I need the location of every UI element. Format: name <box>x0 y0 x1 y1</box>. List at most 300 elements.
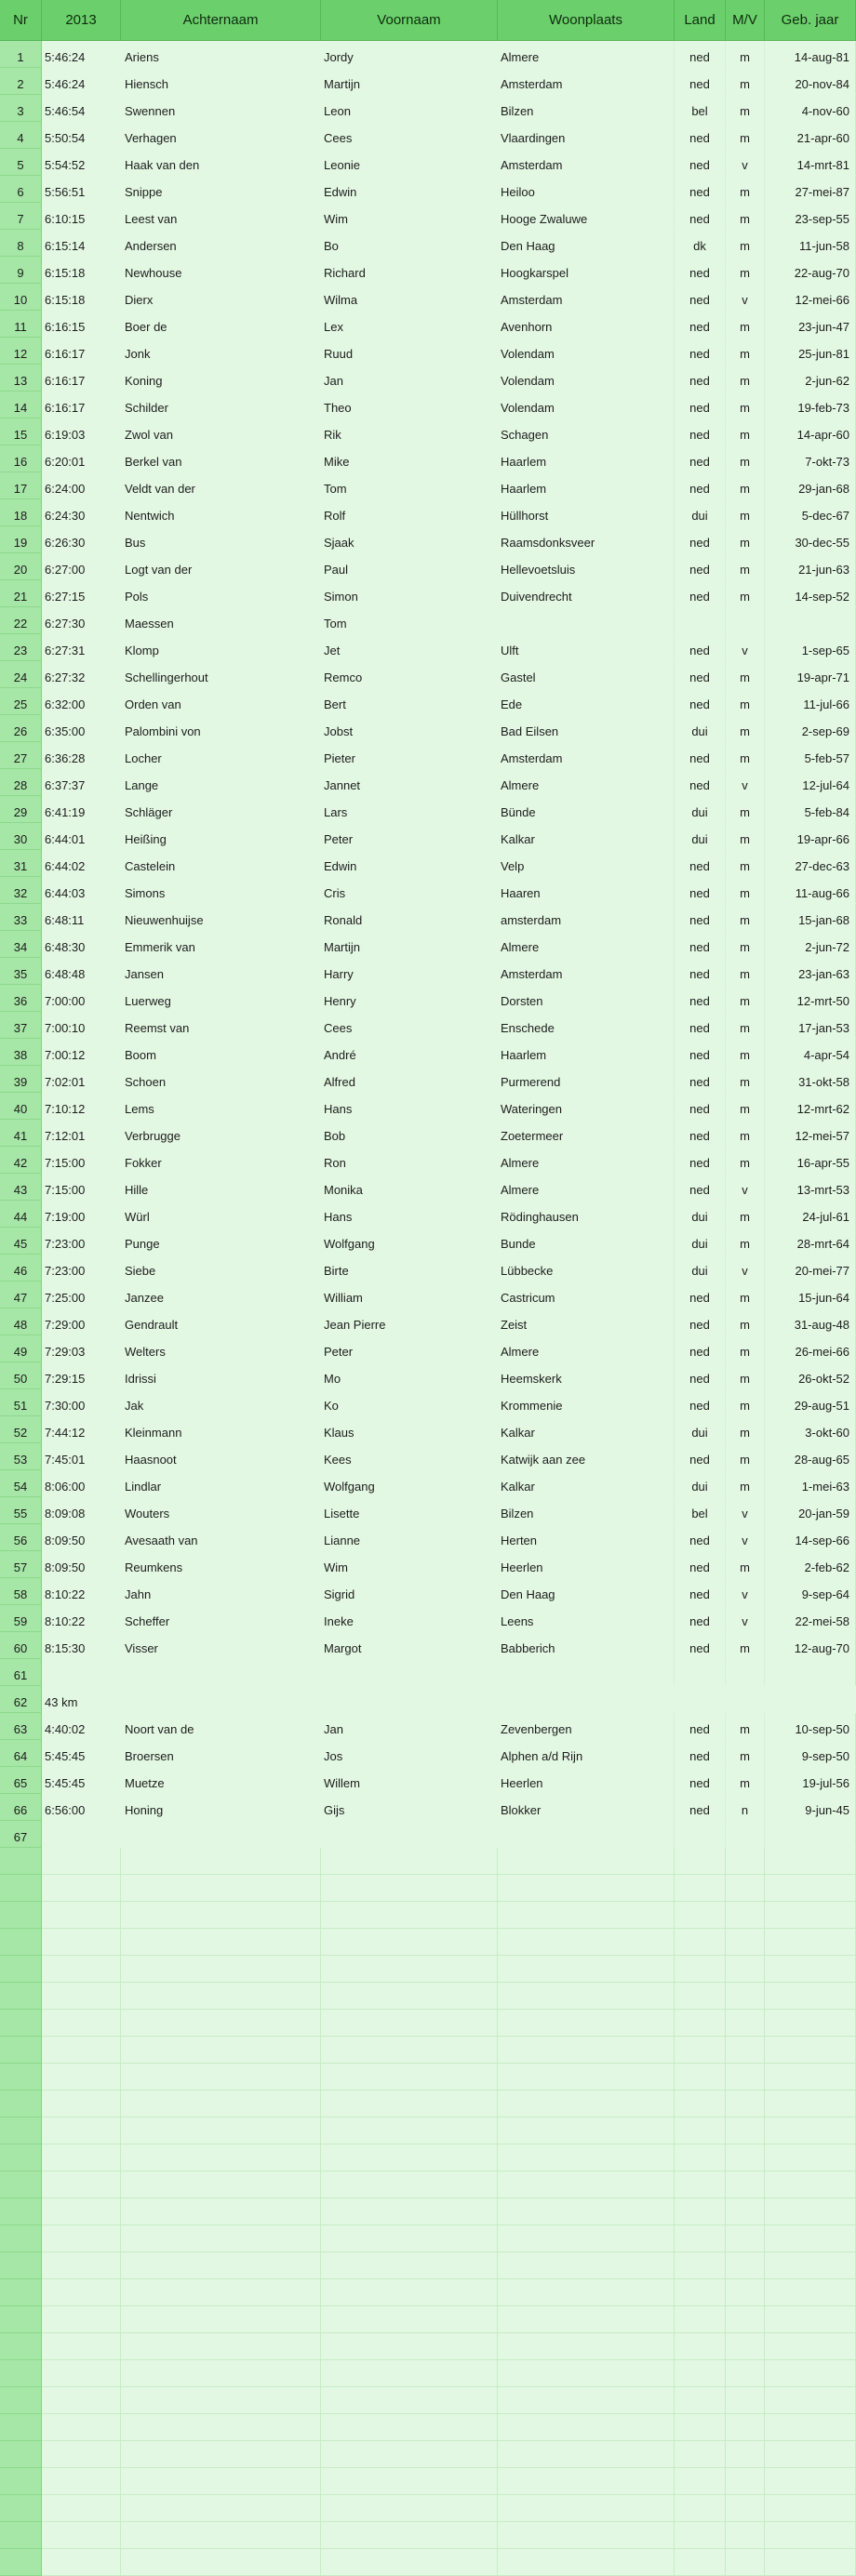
cell-nr[interactable]: 43 <box>0 1174 42 1201</box>
cell-time[interactable]: 7:00:12 <box>45 1048 86 1062</box>
cell-woonplaats[interactable]: Raamsdonksveer <box>498 526 675 553</box>
cell-nr[interactable]: 38 <box>0 1039 42 1066</box>
cell-geb[interactable]: 29-aug-51 <box>765 1389 856 1416</box>
cell-land[interactable]: ned <box>675 68 726 95</box>
cell-land[interactable]: ned <box>675 392 726 418</box>
cell-land[interactable]: ned <box>675 257 726 284</box>
cell-time[interactable]: 7:00:10 <box>45 1021 86 1035</box>
cell-mv[interactable]: m <box>726 877 765 904</box>
cell-land[interactable]: ned <box>675 445 726 472</box>
cell-geb[interactable] <box>765 2468 856 2495</box>
cell-nr[interactable]: 8 <box>0 230 42 257</box>
cell-mv[interactable] <box>726 2118 765 2144</box>
cell-woonplaats[interactable]: Zeist <box>498 1308 675 1335</box>
cell-time[interactable]: 7:29:03 <box>45 1345 86 1359</box>
cell-woonplaats[interactable]: Amsterdam <box>498 958 675 985</box>
cell-mv[interactable] <box>726 2144 765 2171</box>
cell-woonplaats[interactable] <box>498 2387 675 2414</box>
cell-geb[interactable] <box>765 2360 856 2387</box>
cell-woonplaats[interactable] <box>498 2198 675 2225</box>
cell-nr[interactable]: 14 <box>0 392 42 418</box>
cell-achternaam[interactable]: Schilder <box>125 401 168 415</box>
cell-time[interactable]: 7:10:12 <box>45 1102 86 1116</box>
cell-time[interactable] <box>42 1929 121 1956</box>
cell-time[interactable] <box>42 2091 121 2118</box>
cell-achternaam[interactable]: Haasnoot <box>125 1453 177 1467</box>
cell-mv[interactable]: m <box>726 418 765 445</box>
cell-geb[interactable]: 25-jun-81 <box>765 338 856 365</box>
cell-nr[interactable]: 27 <box>0 742 42 769</box>
cell-voornaam[interactable]: Hans <box>324 1102 353 1116</box>
cell-nr[interactable]: 42 <box>0 1147 42 1174</box>
cell-voornaam[interactable] <box>321 2468 498 2495</box>
cell-nr[interactable]: 63 <box>0 1713 42 1740</box>
cell-mv[interactable] <box>726 2549 765 2576</box>
cell-voornaam[interactable]: Edwin <box>324 859 357 873</box>
cell-nr[interactable]: 53 <box>0 1443 42 1470</box>
cell-land[interactable]: ned <box>675 1012 726 1039</box>
cell-mv[interactable] <box>726 2441 765 2468</box>
cell-geb[interactable]: 23-sep-55 <box>765 203 856 230</box>
cell-woonplaats[interactable] <box>498 2333 675 2360</box>
cell-land[interactable] <box>675 2171 726 2198</box>
cell-achternaam[interactable] <box>121 2171 321 2198</box>
cell-mv[interactable] <box>726 2010 765 2037</box>
cell-geb[interactable]: 2-sep-69 <box>765 715 856 742</box>
cell-land[interactable] <box>675 2144 726 2171</box>
cell-nr[interactable]: 12 <box>0 338 42 365</box>
cell-woonplaats[interactable] <box>498 2064 675 2091</box>
cell-nr[interactable]: 11 <box>0 311 42 338</box>
cell-mv[interactable] <box>726 2306 765 2333</box>
cell-geb[interactable] <box>765 2522 856 2549</box>
cell-voornaam[interactable]: Kees <box>324 1453 352 1467</box>
cell-nr[interactable] <box>0 1983 42 2010</box>
cell-mv[interactable] <box>726 2064 765 2091</box>
cell-land[interactable]: ned <box>675 1281 726 1308</box>
cell-voornaam[interactable] <box>321 2118 498 2144</box>
cell-achternaam[interactable]: Maessen <box>125 617 174 631</box>
cell-achternaam[interactable]: Bus <box>125 536 146 550</box>
cell-voornaam[interactable]: Cris <box>324 886 346 900</box>
cell-nr[interactable] <box>0 2091 42 2118</box>
cell-nr[interactable]: 51 <box>0 1389 42 1416</box>
cell-voornaam[interactable]: Wolfgang <box>324 1237 375 1251</box>
cell-time[interactable]: 7:23:00 <box>45 1264 86 1278</box>
cell-time[interactable] <box>42 1848 121 1875</box>
cell-geb[interactable]: 17-jan-53 <box>765 1012 856 1039</box>
cell-nr[interactable] <box>0 2225 42 2252</box>
cell-time[interactable]: 6:24:30 <box>45 509 86 523</box>
cell-nr[interactable] <box>0 2064 42 2091</box>
cell-achternaam[interactable] <box>121 2225 321 2252</box>
cell-mv[interactable]: m <box>726 1228 765 1255</box>
cell-time[interactable] <box>42 2360 121 2387</box>
cell-voornaam[interactable]: Jos <box>324 1749 343 1763</box>
cell-time[interactable]: 6:27:30 <box>45 617 86 631</box>
cell-voornaam[interactable]: Harry <box>324 967 354 981</box>
cell-land[interactable]: ned <box>675 472 726 499</box>
cell-land[interactable]: dui <box>675 499 726 526</box>
cell-woonplaats[interactable]: Amsterdam <box>498 149 675 176</box>
cell-mv[interactable] <box>726 2414 765 2441</box>
cell-geb[interactable]: 28-aug-65 <box>765 1443 856 1470</box>
cell-nr[interactable] <box>0 1956 42 1983</box>
cell-nr[interactable]: 23 <box>0 634 42 661</box>
cell-woonplaats[interactable]: Hüllhorst <box>498 499 675 526</box>
cell-voornaam[interactable]: Cees <box>324 131 353 145</box>
cell-voornaam[interactable] <box>321 2091 498 2118</box>
cell-voornaam[interactable]: Rik <box>324 428 341 442</box>
cell-woonplaats[interactable]: Den Haag <box>498 230 675 257</box>
cell-woonplaats[interactable]: Almere <box>498 41 675 68</box>
cell-achternaam[interactable]: Broersen <box>125 1749 174 1763</box>
cell-land[interactable]: ned <box>675 41 726 68</box>
cell-geb[interactable] <box>765 1956 856 1983</box>
cell-time[interactable]: 6:10:15 <box>45 212 86 226</box>
cell-woonplaats[interactable]: Zevenbergen <box>498 1713 675 1740</box>
cell-mv[interactable] <box>726 1848 765 1875</box>
cell-land[interactable]: dui <box>675 1228 726 1255</box>
cell-mv[interactable]: m <box>726 230 765 257</box>
cell-land[interactable]: ned <box>675 1120 726 1147</box>
cell-achternaam[interactable]: Lindlar <box>125 1480 162 1494</box>
cell-woonplaats[interactable]: Almere <box>498 769 675 796</box>
cell-time[interactable]: 8:09:50 <box>45 1534 86 1547</box>
cell-geb[interactable]: 12-mrt-62 <box>765 1093 856 1120</box>
cell-mv[interactable]: m <box>726 1740 765 1767</box>
cell-time[interactable]: 8:09:50 <box>45 1560 86 1574</box>
cell-achternaam[interactable]: Würl <box>125 1210 150 1224</box>
cell-achternaam[interactable]: Ariens <box>125 50 159 64</box>
cell-achternaam[interactable]: Koning <box>125 374 163 388</box>
cell-land[interactable]: ned <box>675 365 726 392</box>
cell-geb[interactable]: 14-aug-81 <box>765 41 856 68</box>
cell-achternaam[interactable] <box>121 2306 321 2333</box>
cell-mv[interactable] <box>726 2252 765 2279</box>
cell-achternaam[interactable]: Castelein <box>125 859 176 873</box>
cell-geb[interactable]: 2-feb-62 <box>765 1551 856 1578</box>
cell-woonplaats[interactable] <box>498 2037 675 2064</box>
cell-achternaam[interactable]: Berkel van <box>125 455 182 469</box>
cell-geb[interactable]: 7-okt-73 <box>765 445 856 472</box>
cell-voornaam[interactable]: Lex <box>324 320 343 334</box>
cell-land[interactable]: ned <box>675 1632 726 1659</box>
cell-nr[interactable]: 48 <box>0 1308 42 1335</box>
cell-geb[interactable] <box>765 2118 856 2144</box>
cell-mv[interactable]: m <box>726 1389 765 1416</box>
cell-land[interactable] <box>675 1848 726 1875</box>
cell-geb[interactable] <box>765 2037 856 2064</box>
cell-woonplaats[interactable] <box>498 2279 675 2306</box>
cell-woonplaats[interactable] <box>498 2171 675 2198</box>
cell-time[interactable]: 7:45:01 <box>45 1453 86 1467</box>
cell-woonplaats[interactable]: Katwijk aan zee <box>498 1443 675 1470</box>
cell-voornaam[interactable]: Gijs <box>324 1803 345 1817</box>
cell-land[interactable] <box>675 1659 726 1686</box>
cell-time[interactable] <box>42 1659 121 1686</box>
cell-voornaam[interactable] <box>321 2171 498 2198</box>
cell-geb[interactable]: 3-okt-60 <box>765 1416 856 1443</box>
cell-geb[interactable]: 5-dec-67 <box>765 499 856 526</box>
cell-time[interactable] <box>42 1875 121 1902</box>
cell-voornaam[interactable] <box>321 2522 498 2549</box>
cell-land[interactable] <box>675 2387 726 2414</box>
cell-mv[interactable] <box>726 2495 765 2522</box>
cell-achternaam[interactable]: Veldt van der <box>125 482 195 496</box>
cell-voornaam[interactable]: Martijn <box>324 77 361 91</box>
cell-land[interactable]: ned <box>675 1174 726 1201</box>
cell-voornaam[interactable] <box>321 1956 498 1983</box>
cell-time[interactable] <box>42 2171 121 2198</box>
cell-woonplaats[interactable] <box>498 2118 675 2144</box>
cell-woonplaats[interactable]: Hellevoetsluis <box>498 553 675 580</box>
cell-achternaam[interactable] <box>121 2252 321 2279</box>
cell-land[interactable]: ned <box>675 634 726 661</box>
cell-time[interactable]: 5:46:24 <box>45 50 86 64</box>
cell-achternaam[interactable]: Honing <box>125 1803 164 1817</box>
cell-mv[interactable]: m <box>726 1039 765 1066</box>
cell-land[interactable] <box>675 1956 726 1983</box>
cell-woonplaats[interactable] <box>498 2549 675 2576</box>
cell-voornaam[interactable]: Jannet <box>324 778 361 792</box>
cell-geb[interactable]: 23-jan-63 <box>765 958 856 985</box>
cell-voornaam[interactable] <box>321 1983 498 2010</box>
cell-mv[interactable] <box>726 1875 765 1902</box>
cell-land[interactable]: ned <box>675 1551 726 1578</box>
cell-time[interactable] <box>42 2549 121 2576</box>
cell-voornaam[interactable]: Hans <box>324 1210 353 1224</box>
cell-woonplaats[interactable] <box>498 1821 675 1848</box>
cell-woonplaats[interactable]: Volendam <box>498 392 675 418</box>
cell-woonplaats[interactable]: Dorsten <box>498 985 675 1012</box>
cell-time[interactable] <box>42 2387 121 2414</box>
cell-voornaam[interactable]: Edwin <box>324 185 357 199</box>
cell-mv[interactable] <box>726 2279 765 2306</box>
cell-achternaam[interactable]: Orden van <box>125 697 181 711</box>
cell-nr[interactable]: 2 <box>0 68 42 95</box>
cell-voornaam[interactable]: Henry <box>324 994 356 1008</box>
cell-mv[interactable]: m <box>726 850 765 877</box>
cell-voornaam[interactable]: Lars <box>324 805 348 819</box>
cell-time[interactable] <box>42 2064 121 2091</box>
cell-mv[interactable] <box>726 607 765 634</box>
cell-nr[interactable]: 45 <box>0 1228 42 1255</box>
cell-geb[interactable] <box>765 607 856 634</box>
cell-geb[interactable]: 5-feb-84 <box>765 796 856 823</box>
cell-nr[interactable]: 54 <box>0 1470 42 1497</box>
cell-mv[interactable] <box>726 2037 765 2064</box>
cell-achternaam[interactable]: Schoen <box>125 1075 167 1089</box>
cell-geb[interactable]: 26-mei-66 <box>765 1335 856 1362</box>
cell-time[interactable] <box>42 2468 121 2495</box>
cell-land[interactable]: ned <box>675 553 726 580</box>
cell-achternaam[interactable] <box>121 2279 321 2306</box>
cell-time[interactable]: 7:29:15 <box>45 1372 86 1386</box>
cell-geb[interactable] <box>765 2306 856 2333</box>
cell-geb[interactable] <box>765 1821 856 1848</box>
cell-voornaam[interactable] <box>321 1821 498 1848</box>
cell-mv[interactable] <box>726 2198 765 2225</box>
cell-voornaam[interactable] <box>321 2495 498 2522</box>
cell-voornaam[interactable]: Ron <box>324 1156 346 1170</box>
cell-woonplaats[interactable]: Haarlem <box>498 445 675 472</box>
cell-achternaam[interactable]: Scheffer <box>125 1614 170 1628</box>
cell-mv[interactable] <box>726 2333 765 2360</box>
cell-time[interactable] <box>42 2441 121 2468</box>
cell-nr[interactable] <box>0 2252 42 2279</box>
cell-geb[interactable] <box>765 2387 856 2414</box>
cell-woonplaats[interactable] <box>498 2306 675 2333</box>
cell-voornaam[interactable] <box>321 2414 498 2441</box>
cell-mv[interactable]: m <box>726 958 765 985</box>
cell-achternaam[interactable] <box>121 2468 321 2495</box>
cell-geb[interactable]: 1-mei-63 <box>765 1470 856 1497</box>
cell-woonplaats[interactable]: Haaren <box>498 877 675 904</box>
cell-geb[interactable] <box>765 1902 856 1929</box>
cell-time[interactable]: 6:27:32 <box>45 671 86 684</box>
cell-time[interactable]: 6:44:01 <box>45 832 86 846</box>
cell-mv[interactable] <box>726 2360 765 2387</box>
cell-voornaam[interactable]: Jobst <box>324 724 354 738</box>
cell-time[interactable]: 6:37:37 <box>45 778 86 792</box>
cell-nr[interactable]: 9 <box>0 257 42 284</box>
cell-nr[interactable]: 55 <box>0 1497 42 1524</box>
cell-achternaam[interactable]: Andersen <box>125 239 177 253</box>
cell-nr[interactable]: 5 <box>0 149 42 176</box>
cell-nr[interactable]: 61 <box>0 1659 42 1686</box>
cell-geb[interactable]: 14-mrt-81 <box>765 149 856 176</box>
cell-geb[interactable] <box>765 1659 856 1686</box>
cell-geb[interactable]: 2-jun-72 <box>765 931 856 958</box>
cell-land[interactable]: ned <box>675 1308 726 1335</box>
cell-time[interactable] <box>42 1983 121 2010</box>
cell-nr[interactable]: 57 <box>0 1551 42 1578</box>
cell-time[interactable]: 6:32:00 <box>45 697 86 711</box>
cell-time[interactable]: 6:27:00 <box>45 563 86 577</box>
cell-time[interactable]: 6:48:11 <box>45 913 85 927</box>
cell-nr[interactable] <box>0 2198 42 2225</box>
cell-time[interactable]: 5:45:45 <box>45 1749 86 1763</box>
cell-woonplaats[interactable]: Rödinghausen <box>498 1201 675 1228</box>
cell-achternaam[interactable] <box>121 1902 321 1929</box>
cell-geb[interactable]: 10-sep-50 <box>765 1713 856 1740</box>
cell-mv[interactable]: v <box>726 284 765 311</box>
cell-nr[interactable]: 40 <box>0 1093 42 1120</box>
cell-time[interactable]: 5:46:54 <box>45 104 86 118</box>
cell-mv[interactable]: m <box>726 95 765 122</box>
cell-land[interactable]: dui <box>675 1255 726 1281</box>
cell-voornaam[interactable]: Lianne <box>324 1534 361 1547</box>
cell-nr[interactable] <box>0 2144 42 2171</box>
cell-time[interactable]: 8:15:30 <box>45 1641 86 1655</box>
cell-woonplaats[interactable]: Heerlen <box>498 1767 675 1794</box>
cell-achternaam[interactable]: Leest van <box>125 212 178 226</box>
cell-time[interactable]: 6:16:17 <box>45 347 86 361</box>
cell-voornaam[interactable] <box>321 2144 498 2171</box>
cell-geb[interactable]: 22-aug-70 <box>765 257 856 284</box>
cell-achternaam[interactable] <box>121 2495 321 2522</box>
cell-voornaam[interactable]: Jet <box>324 644 341 657</box>
cell-achternaam[interactable]: Heißing <box>125 832 167 846</box>
cell-achternaam[interactable]: Jansen <box>125 967 164 981</box>
cell-geb[interactable]: 20-nov-84 <box>765 68 856 95</box>
cell-mv[interactable] <box>726 2171 765 2198</box>
cell-nr[interactable]: 29 <box>0 796 42 823</box>
cell-woonplaats[interactable] <box>498 1902 675 1929</box>
cell-land[interactable]: bel <box>675 1497 726 1524</box>
cell-mv[interactable]: m <box>726 1147 765 1174</box>
cell-time[interactable]: 6:44:02 <box>45 859 86 873</box>
cell-nr[interactable]: 3 <box>0 95 42 122</box>
cell-geb[interactable]: 21-jun-63 <box>765 553 856 580</box>
cell-mv[interactable]: m <box>726 311 765 338</box>
cell-nr[interactable]: 1 <box>0 41 42 68</box>
cell-mv[interactable]: m <box>726 1416 765 1443</box>
cell-woonplaats[interactable]: Blokker <box>498 1794 675 1821</box>
cell-achternaam[interactable]: Wouters <box>125 1507 170 1520</box>
cell-achternaam[interactable] <box>121 2360 321 2387</box>
cell-voornaam[interactable]: William <box>324 1291 363 1305</box>
cell-time[interactable]: 6:16:17 <box>45 401 86 415</box>
cell-land[interactable] <box>675 2091 726 2118</box>
cell-nr[interactable]: 15 <box>0 418 42 445</box>
cell-time[interactable]: 6:16:17 <box>45 374 86 388</box>
cell-woonplaats[interactable]: Den Haag <box>498 1578 675 1605</box>
cell-nr[interactable]: 34 <box>0 931 42 958</box>
cell-mv[interactable]: m <box>726 1632 765 1659</box>
cell-geb[interactable] <box>765 2441 856 2468</box>
cell-land[interactable]: ned <box>675 1335 726 1362</box>
cell-land[interactable] <box>675 2198 726 2225</box>
cell-achternaam[interactable]: Emmerik van <box>125 940 195 954</box>
cell-mv[interactable]: v <box>726 1174 765 1201</box>
cell-voornaam[interactable] <box>321 2387 498 2414</box>
cell-time[interactable]: 6:24:00 <box>45 482 86 496</box>
cell-achternaam[interactable] <box>121 2091 321 2118</box>
cell-mv[interactable] <box>726 2387 765 2414</box>
cell-voornaam[interactable]: Wim <box>324 1560 348 1574</box>
cell-mv[interactable]: m <box>726 257 765 284</box>
cell-land[interactable]: ned <box>675 526 726 553</box>
cell-time[interactable]: 5:45:45 <box>45 1776 86 1790</box>
cell-voornaam[interactable]: Theo <box>324 401 352 415</box>
cell-achternaam[interactable]: Hille <box>125 1183 149 1197</box>
cell-geb[interactable]: 14-sep-52 <box>765 580 856 607</box>
cell-nr[interactable] <box>0 2414 42 2441</box>
cell-geb[interactable]: 5-feb-57 <box>765 742 856 769</box>
cell-woonplaats[interactable]: Bilzen <box>498 1497 675 1524</box>
cell-woonplaats[interactable]: Purmerend <box>498 1066 675 1093</box>
cell-achternaam[interactable] <box>121 2387 321 2414</box>
cell-nr[interactable]: 4 <box>0 122 42 149</box>
cell-voornaam[interactable]: Ineke <box>324 1614 354 1628</box>
cell-geb[interactable] <box>765 2333 856 2360</box>
cell-nr[interactable]: 31 <box>0 850 42 877</box>
cell-nr[interactable]: 7 <box>0 203 42 230</box>
cell-woonplaats[interactable]: Bünde <box>498 796 675 823</box>
cell-land[interactable]: ned <box>675 284 726 311</box>
cell-time[interactable]: 7:00:00 <box>45 994 86 1008</box>
cell-woonplaats[interactable]: Avenhorn <box>498 311 675 338</box>
cell-time[interactable]: 6:56:00 <box>45 1803 86 1817</box>
cell-voornaam[interactable]: Wilma <box>324 293 358 307</box>
cell-geb[interactable]: 11-jul-66 <box>765 688 856 715</box>
cell-achternaam[interactable] <box>121 1956 321 1983</box>
cell-woonplaats[interactable]: Velp <box>498 850 675 877</box>
cell-geb[interactable]: 21-apr-60 <box>765 122 856 149</box>
cell-nr[interactable]: 39 <box>0 1066 42 1093</box>
